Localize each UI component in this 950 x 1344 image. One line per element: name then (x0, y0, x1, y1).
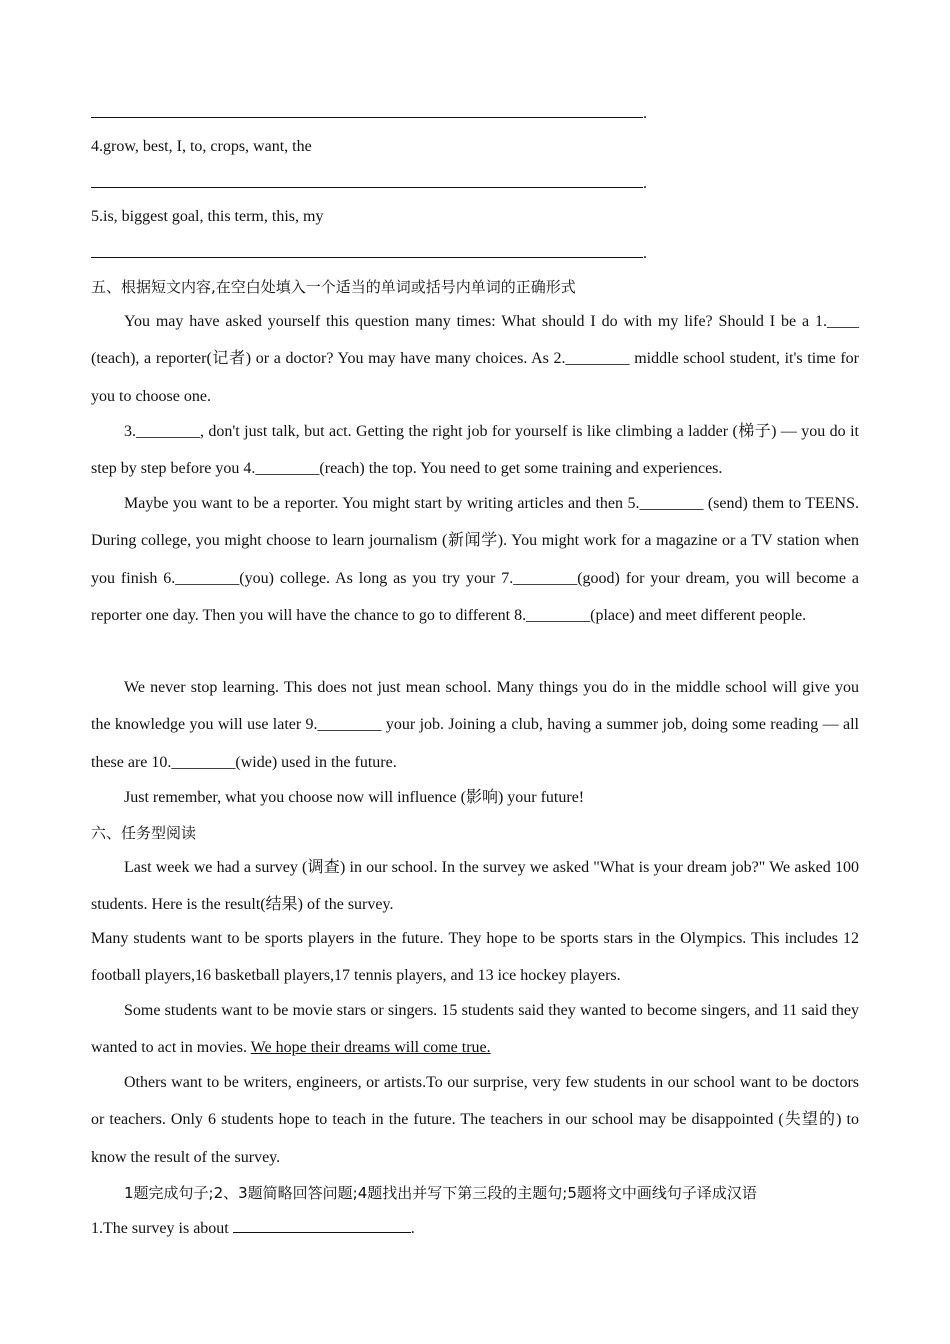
question-4: 4.grow, best, I, to, crops, want, the (91, 138, 312, 155)
passage-paragraph: Just remember, what you choose now will influence (影响) your future! (124, 789, 585, 806)
passage-paragraph: Maybe you want to be a reporter. You might start by writing articles and then 5.________ (send) them to TEENS. During college, you might choose to learn journalism (新闻学). You might work for a magazine or a TV station when you finish 6.________(you) college. As long as you try your 7.________(good) for your dream, you will become a reporter one day. Then you will have the chance to go to different 8.________(place) and meet different people. (91, 495, 859, 625)
reading-paragraph: Others want to be writers, engineers, or artists.To our surprise, very few students in our school want to be doctors or teachers. Only 6 students hope to teach in the future. The teachers in our school may be disappointed (失望的) to know the result of the survey. (91, 1074, 859, 1166)
question-1: 1.The survey is about . (91, 1220, 415, 1237)
section-6-heading: 六、任务型阅读 (91, 824, 197, 842)
reading-paragraph: Many students want to be sports players in the future. They hope to be sports stars in the Olympics. This includes 12 football players,16 basketball players,17 tennis players, and 13 ice hockey players. (91, 930, 859, 985)
section-5-heading: 五、根据短文内容,在空白处填入一个适当的单词或括号内单词的正确形式 (91, 278, 576, 296)
task-instructions: 1题完成句子;2、3题简略回答问题;4题找出并写下第三段的主题句;5题将文中画线句子译成汉语 (124, 1184, 757, 1202)
reading-paragraph: Last week we had a survey (调查) in our school. In the survey we asked "What is your dream job?" We asked 100 students. Here is the result(结果) of the survey. (91, 859, 859, 914)
reading-text: Some students want to be movie stars or singers. 15 students said they wanted to become singers, and 11 said they wanted to act in movies. (91, 1002, 859, 1057)
answer-line[interactable]: . (91, 243, 647, 264)
underlined-sentence: We hope their dreams will come true. (250, 1039, 491, 1057)
passage-paragraph: 3.________, don't just talk, but act. Getting the right job for yourself is like climbing a ladder (梯子) — you do it step by step before you 4.________(reach) the top. You need to get some training and experiences. (91, 423, 859, 478)
passage-paragraph: We never stop learning. This does not just mean school. Many things you do in the middle school will give you the knowledge you will use later 9.________ your job. Joining a club, having a summer job, doing some reading — all these are 10.________(wide) used in the future. (91, 679, 859, 771)
passage-paragraph: You may have asked yourself this question many times: What should I do with my life? Should I be a 1.____ (teach), a reporter(记者) or a doctor? You may have many choices. As 2.________ middle school student, it's time for you to choose one. (91, 313, 859, 405)
answer-line[interactable]: . (91, 103, 647, 124)
reading-paragraph (91, 992, 859, 1067)
question-5: 5.is, biggest goal, this term, this, my (91, 208, 324, 225)
answer-blank[interactable] (233, 1218, 411, 1233)
answer-line[interactable]: . (91, 173, 647, 194)
